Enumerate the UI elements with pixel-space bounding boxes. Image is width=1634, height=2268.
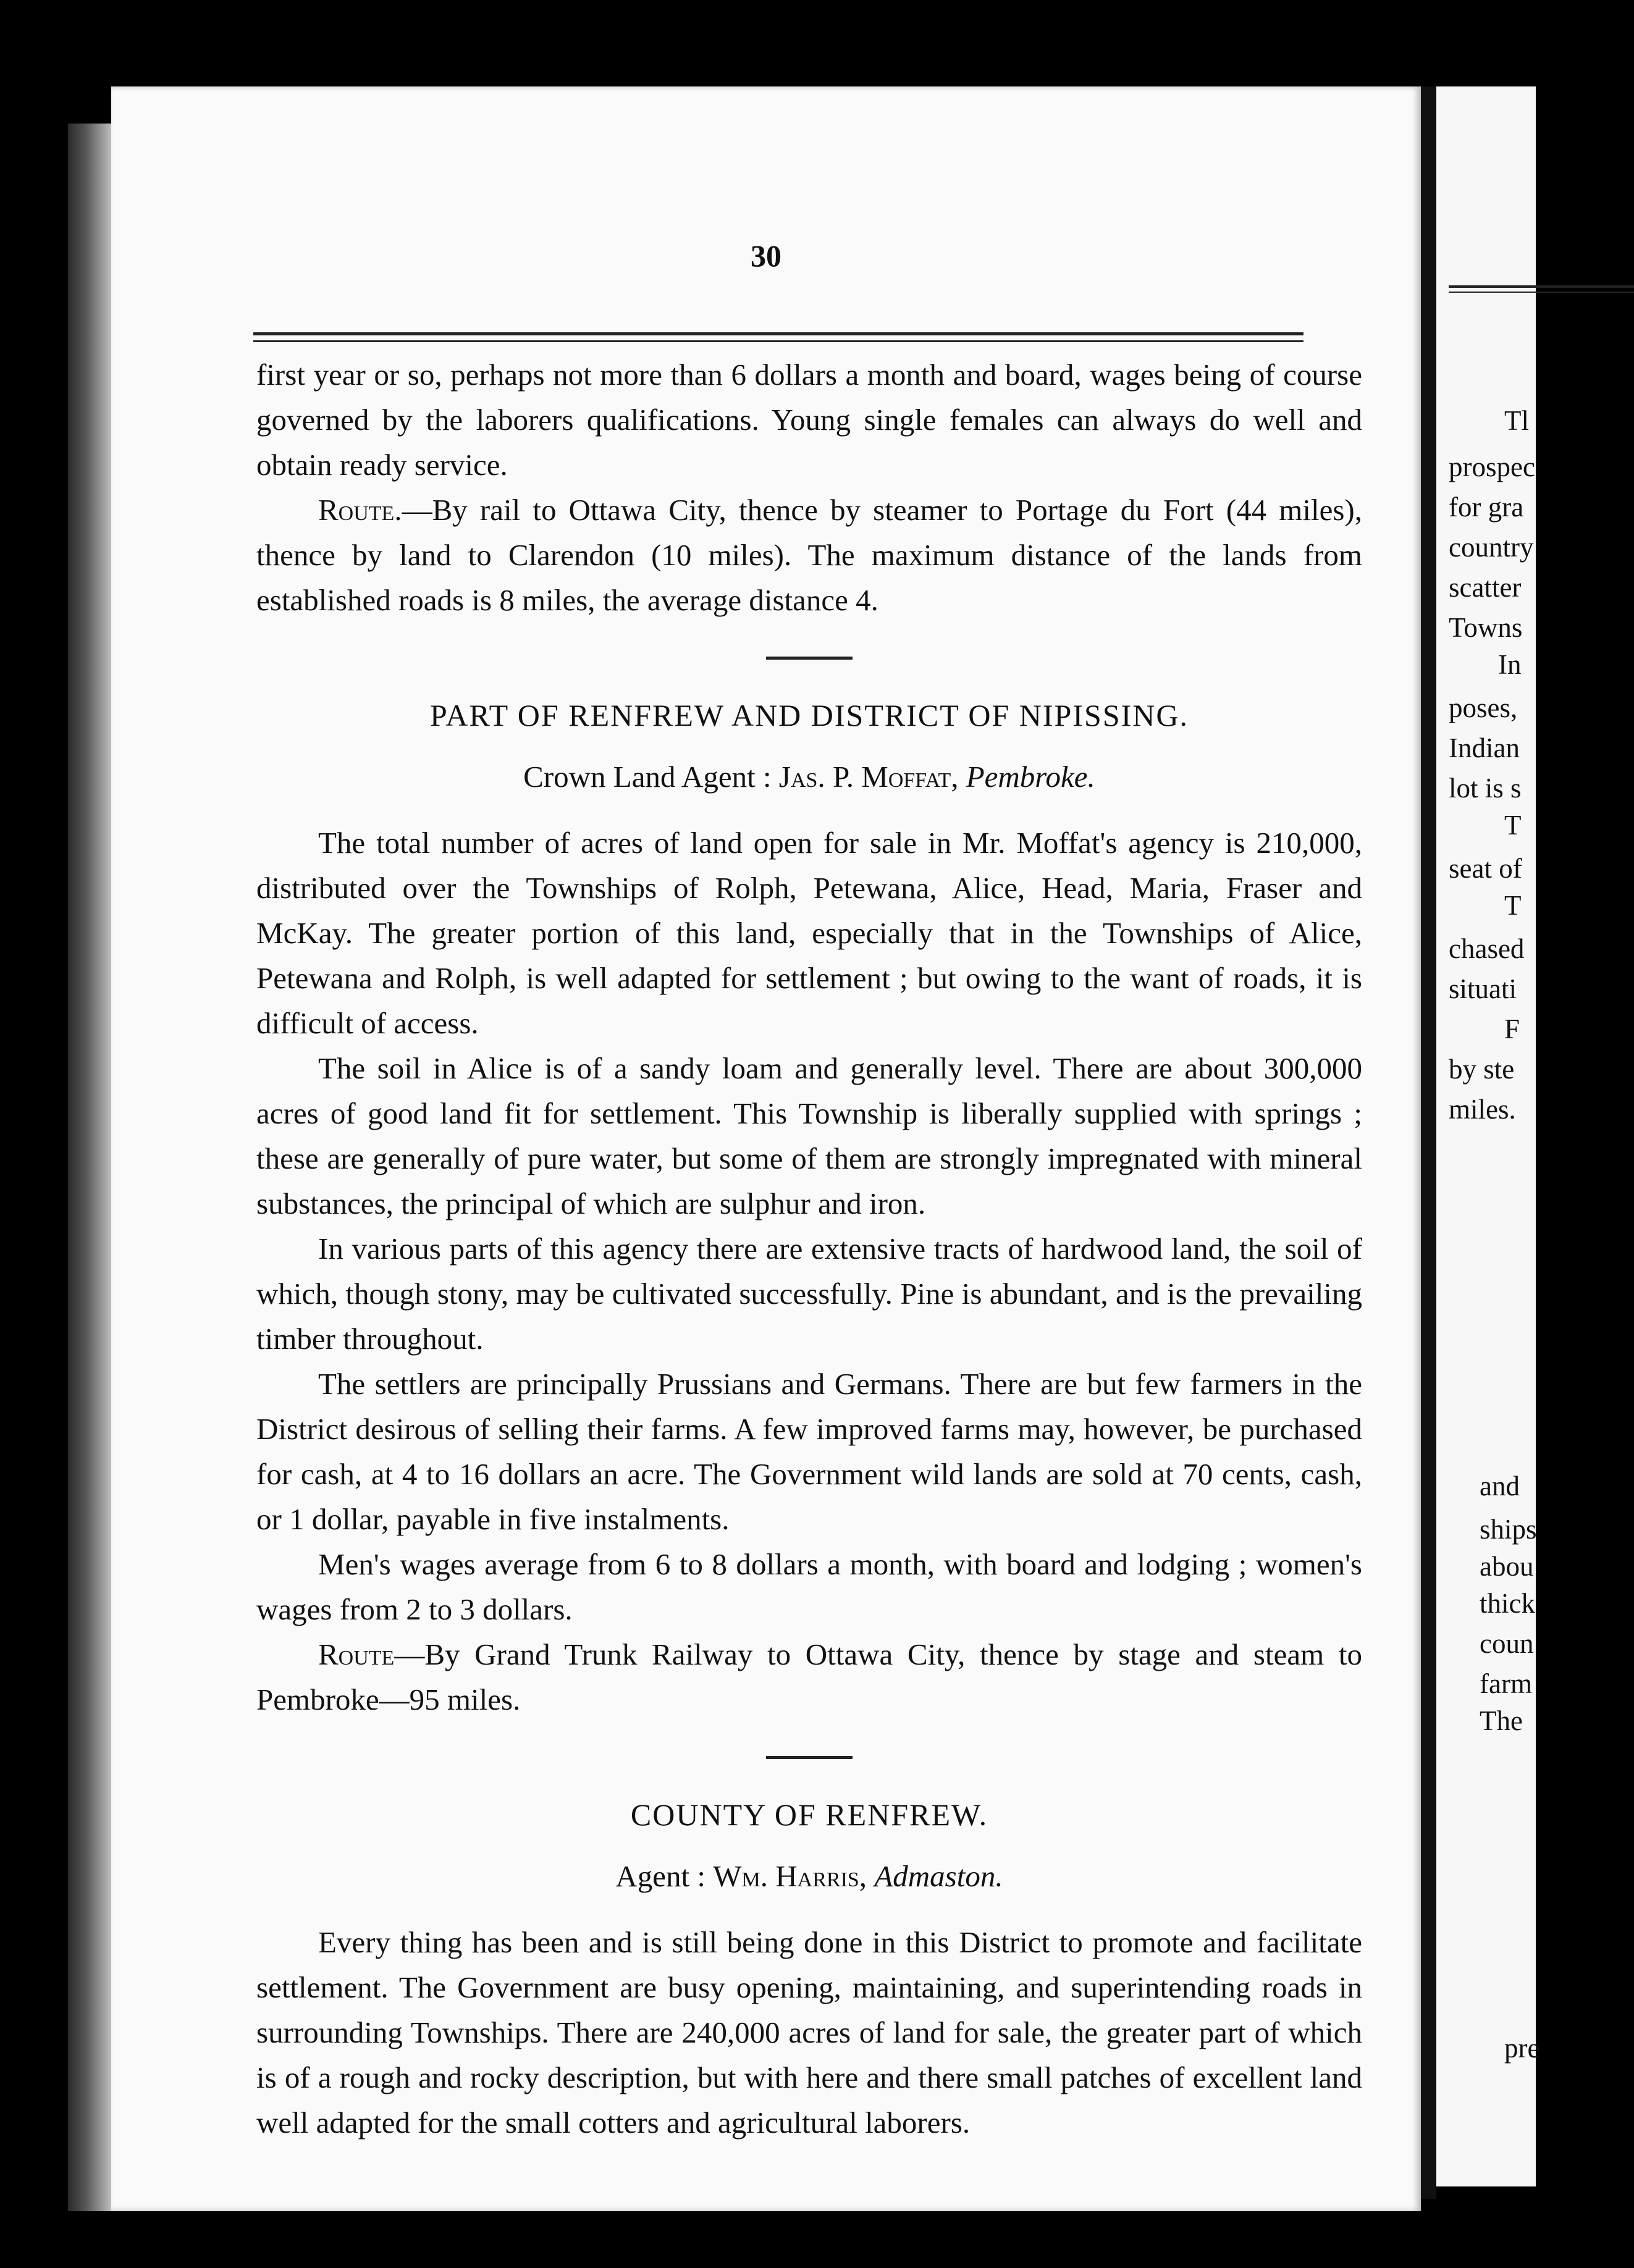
adjacent-fragment: abou bbox=[1480, 1551, 1534, 1582]
intro-paragraph: first year or so, perhaps not more than 6 dollars a month and board, wages being of course governed by the laborers qualifications. Young single females can always do well and obtain ready service. bbox=[256, 358, 1362, 482]
adjacent-fragment: seat of bbox=[1449, 853, 1522, 884]
page-body bbox=[256, 352, 1362, 2145]
section-heading-renfrew: COUNTY OF RENFREW. bbox=[630, 1797, 988, 1832]
adjacent-fragment: Tl bbox=[1504, 405, 1529, 436]
adjacent-fragment: lot is s bbox=[1449, 773, 1522, 804]
intro-route-paragraph: Route.—By rail to Ottawa City, thence by steamer to Portage du Fort (44 miles), thence by land to Clarendon (10 miles). The maximum distance of the lands from established roads is 8 miles, the average distance 4. bbox=[256, 493, 1362, 617]
paragraph: The total number of acres of land open for sale in Mr. Moffat's agency is 210,000, distributed over the Townships of Rolph, Petewana, Alice, Head, Maria, Fraser and McKay. The greater portion of this land, especially that in the Townships of Alice, Petewana and Rolph, is well adapted for settlement ; but owing to the want of roads, it is difficult of access. bbox=[256, 826, 1362, 1040]
agent-place: Admaston. bbox=[874, 1859, 1003, 1893]
book-page bbox=[111, 86, 1421, 2211]
header-rule bbox=[253, 332, 1303, 342]
adjacent-fragment: prospec bbox=[1449, 452, 1535, 482]
section-divider bbox=[766, 1756, 853, 1759]
agent-line-harris: Agent : Wm. Harris, Admaston. bbox=[615, 1859, 1003, 1893]
adjacent-fragment: poses, bbox=[1449, 692, 1518, 723]
agent-line-moffat: Crown Land Agent : Jas. P. Moffat, Pembroke. bbox=[523, 760, 1095, 794]
section-heading-nipissing: PART OF RENFREW AND DISTRICT OF NIPISSING. bbox=[430, 698, 1189, 733]
adjacent-fragment: Towns bbox=[1449, 612, 1523, 643]
adjacent-fragment: thick bbox=[1480, 1588, 1535, 1619]
adjacent-fragment: miles. bbox=[1449, 1094, 1516, 1125]
adjacent-page bbox=[1436, 86, 1540, 2186]
adjacent-fragment: pre bbox=[1504, 2033, 1540, 2064]
agent-name: Jas. P. Moffat, bbox=[778, 760, 959, 794]
adjacent-fragment: scatter bbox=[1449, 572, 1522, 603]
route-label: Route. bbox=[318, 493, 402, 527]
adjacent-fragment: The bbox=[1480, 1705, 1523, 1736]
adjacent-fragment: farm bbox=[1480, 1668, 1532, 1699]
adjacent-fragment: country bbox=[1449, 532, 1534, 563]
adjacent-fragment: for gra bbox=[1449, 492, 1524, 523]
book-spine bbox=[68, 124, 117, 2211]
page-gutter bbox=[1421, 86, 1436, 2199]
paragraph: Every thing has been and is still being done in this District to promote and facilitate settlement. The Government are busy opening, maintaining, and superintending roads in surrounding Townships. There are 240,000 acres of land for sale, the greater part of which is of a rough and rocky description, but with here and there small patches of excellent land well adapted for the small cotters and agricultural laborers. bbox=[256, 1925, 1362, 2140]
adjacent-fragment: by ste bbox=[1449, 1054, 1515, 1085]
adjacent-fragment: ships bbox=[1480, 1514, 1537, 1545]
adjacent-fragment: T bbox=[1504, 890, 1522, 921]
route-label: Route bbox=[318, 1637, 395, 1671]
adjacent-fragment: T bbox=[1504, 810, 1522, 841]
agent-place: Pembroke. bbox=[966, 760, 1095, 794]
paragraph: In various parts of this agency there are extensive tracts of hardwood land, the soil of which, though stony, may be cultivated successfully. Pine is abundant, and is the prevailing timber throughout. bbox=[256, 1232, 1362, 1356]
adjacent-fragment: F bbox=[1504, 1014, 1520, 1044]
paragraph: The soil in Alice is of a sandy loam and generally level. There are about 300,000 acres of good land fit for settlement. This Township is liberally supplied with springs ; these are generally of pure water, but some of them are strongly impregnated with mineral substances, the principal of which are sulphur and iron. bbox=[256, 1051, 1362, 1220]
adjacent-fragment: situati bbox=[1449, 973, 1517, 1004]
section-divider bbox=[766, 657, 853, 660]
paragraph: Men's wages average from 6 to 8 dollars a month, with board and lodging ; women's wages from 2 to 3 dollars. bbox=[256, 1547, 1362, 1626]
adjacent-fragment: and bbox=[1480, 1471, 1520, 1502]
page-number: 30 bbox=[751, 238, 781, 273]
adjacent-fragment: chased bbox=[1449, 933, 1525, 964]
route-paragraph: Route—By Grand Trunk Railway to Ottawa City, thence by stage and steam to Pembroke—95 miles. bbox=[256, 1637, 1362, 1716]
paragraph: The settlers are principally Prussians and Germans. There are but few farmers in the District desirous of selling their farms. A few improved farms may, however, be purchased for cash, at 4 to 16 dollars an acre. The Government wild lands are sold at 70 cents, cash, or 1 dollar, payable in five instalments. bbox=[256, 1367, 1362, 1536]
adjacent-fragment: Indian bbox=[1449, 733, 1520, 763]
agent-name: Wm. Harris, bbox=[713, 1859, 867, 1893]
adjacent-fragment: In bbox=[1498, 649, 1522, 680]
adjacent-fragment: coun bbox=[1480, 1628, 1534, 1659]
adjacent-header-rule bbox=[1449, 285, 1634, 293]
